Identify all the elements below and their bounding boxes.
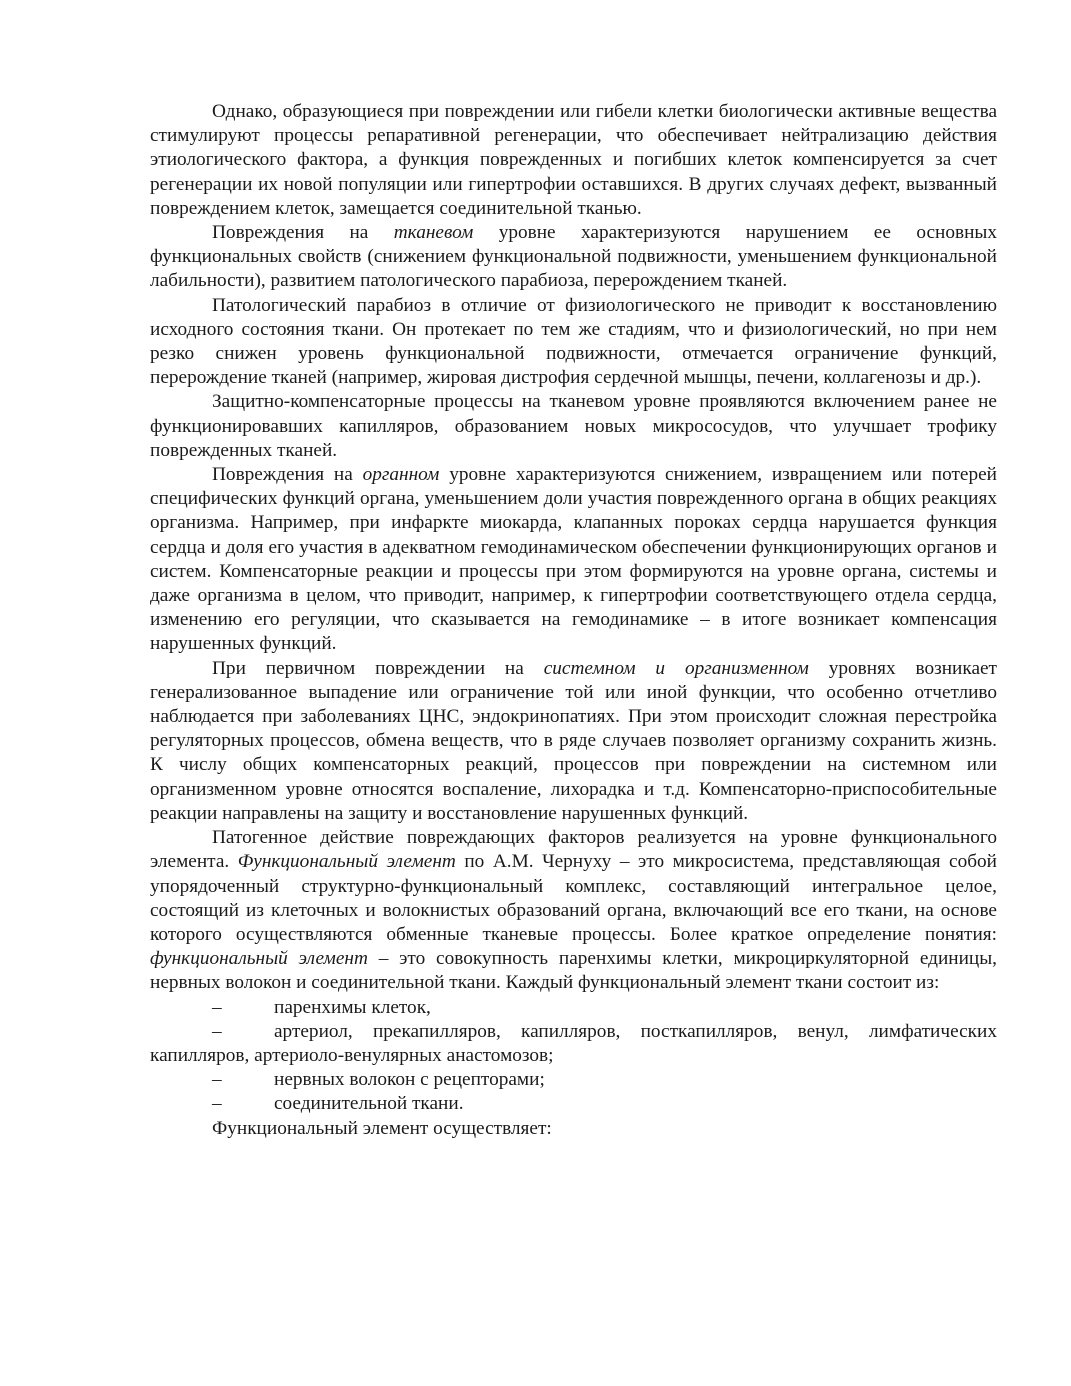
list-item-text: артериол, прекапилляров, капилляров, посткапилляров, венул, лимфатических капилляров, артериоло-венулярных анастомозов; xyxy=(150,1020,997,1066)
paragraph-2 xyxy=(150,221,997,294)
paragraph-7-text-b: по А.М. Чернуху – это микросистема, представляющая собой упорядоченный структурно-функциональный комплекс, составляющий интегральное целое, состоящий из клеточных и волокнистых образований органа, включающий все его ткани, на основе которого осуществляются обменные тканевые процессы. Более краткое определение понятия: xyxy=(150,851,998,945)
paragraph-7-text-c: – это совокупность паренхимы клетки, микроциркуляторной единицы, нервных волокон и соединительной ткани. Каждый функциональный элемент ткани состоит из: xyxy=(150,948,997,994)
paragraph-5-emphasis: органном xyxy=(362,464,440,486)
paragraph-1-text: Однако, образующиеся при повреждении или гибели клетки биологически активные вещества стимулируют процессы репаративной регенерации, что обеспечивает нейтрализацию действия этиологического фактора, а функция поврежденных и погибших клеток компенсируется за счет регенерации их новой популяции или гипертрофии оставшихся. В других случаях дефект, вызванный повреждением клеток, замещается соединительной тканью. xyxy=(150,101,997,219)
paragraph-1 xyxy=(150,100,997,221)
list-dash: – xyxy=(212,1020,222,1042)
paragraph-6 xyxy=(150,657,997,826)
paragraph-6-text-b: уровнях возникает генерализованное выпадение или ограничение той или иной функции, что особенно отчетливо наблюдается при заболеваниях ЦНС, эндокринопатиях. При этом происходит сложная перестройка регуляторных процессов, обмена веществ, что в ряде случаев позволяет организму сохранить жизнь. К числу общих компенсаторных реакций, процессов при повреждении на системном или организменном уровне относятся воспаление, лихорадка и т.д. Компенсаторно-приспособительные реакции направлены на защиту и восстановление нарушенных функций. xyxy=(150,657,997,824)
paragraph-3-text: Патологический парабиоз в отличие от физиологического не приводит к восстановлению исходного состояния ткани. Он протекает по тем же стадиям, что и физиологический, но при нем резко снижен уровень функциональной подвижности, отмечается ограничение функций, перерождение тканей (например, жировая дистрофия сердечной мышцы, печени, коллагенозы и др.). xyxy=(150,294,997,389)
list-item xyxy=(150,1092,997,1116)
paragraph-2-text-a: Повреждения на xyxy=(212,222,394,244)
paragraph-7 xyxy=(150,826,997,995)
paragraph-2-emphasis: тканевом xyxy=(393,222,474,244)
paragraph-7-emphasis-2: функциональный элемент xyxy=(150,948,368,970)
list-dash: – xyxy=(212,1069,222,1091)
paragraph-2-text-b: уровне характеризуются нарушением ее основных функциональных свойств (снижением функциональной подвижности, уменьшением функциональной лабильности), развитием патологического парабиоза, перерождением тканей. xyxy=(150,222,997,292)
list-item xyxy=(150,1020,997,1068)
list-item xyxy=(150,996,997,1020)
paragraph-5-text-a: Повреждения на xyxy=(212,464,363,486)
paragraph-5 xyxy=(150,463,997,657)
closing-line xyxy=(150,1117,997,1141)
list-dash: – xyxy=(212,1093,222,1115)
paragraph-6-emphasis: системном и организменном xyxy=(543,657,809,679)
closing-line-text: Функциональный элемент осуществляет: xyxy=(212,1117,552,1139)
list-item xyxy=(150,1068,997,1092)
list-item-text: паренхимы клеток, xyxy=(274,996,431,1018)
paragraph-3 xyxy=(150,294,997,391)
list-item-text: соединительной ткани. xyxy=(274,1093,464,1115)
list-item-text: нервных волокон с рецепторами; xyxy=(274,1069,545,1091)
paragraph-7-emphasis-1: Функциональный элемент xyxy=(237,851,456,873)
paragraph-6-text-a: При первичном повреждении на xyxy=(212,657,544,679)
paragraph-4-text: Защитно-компенсаторные процессы на тканевом уровне проявляются включением ранее не функционировавших капилляров, образованием новых микрососудов, что улучшает трофику поврежденных тканей. xyxy=(150,391,997,461)
paragraph-5-text-b: уровне характеризуются снижением, извращением или потерей специфических функций органа, уменьшением доли участия поврежденного органа в общих реакциях организма. Например, при инфаркте миокарда, клапанных пороках сердца нарушается функция сердца и доля его участия в адекватном гемодинамическом обеспечении функционирующих органов и систем. Компенсаторные реакции и процессы при этом формируются на уровне органа, системы и даже организма в целом, что приводит, например, к гипертрофии соответствующего отдела сердца, изменению его регуляции, что сказывается на гемодинамике – в итоге возникает компенсация нарушенных функций. xyxy=(150,464,997,655)
paragraph-7-text-a: Патогенное действие повреждающих факторов реализуется на уровне функционального элемента. xyxy=(150,827,997,873)
paragraph-4 xyxy=(150,390,997,463)
list-dash: – xyxy=(212,996,222,1018)
